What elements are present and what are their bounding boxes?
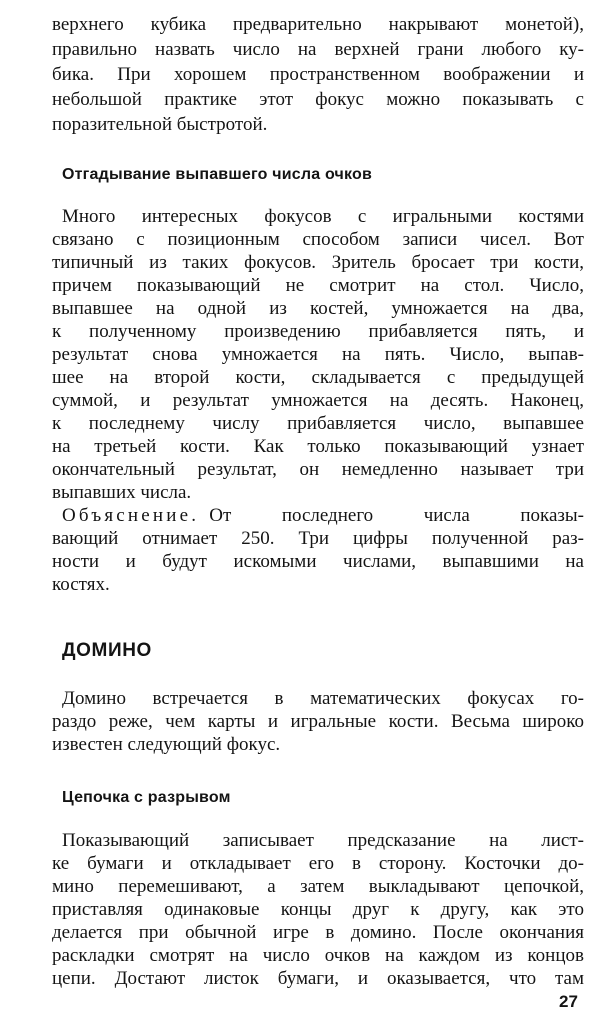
text-line: известен следующий фокус. [52, 734, 281, 755]
text-line: раскладки смотрят на число очков на каждом из концов [52, 945, 584, 966]
text-line: Показывающий записывает предсказание на лист- [62, 830, 584, 851]
text-line: верхнего кубика предварительно накрывают монетой), [52, 14, 584, 35]
text-line: вающий отнимает 250. Три цифры полученной раз- [52, 528, 584, 549]
text-line: ке бумаги и откладывает его в сторону. Косточки до- [52, 853, 584, 874]
text-line: к последнему числу прибавляется число, выпавшее [52, 413, 584, 434]
section-title-domino: ДОМИНО [62, 640, 152, 661]
text-line: костях. [52, 574, 110, 595]
text-line: делается при обычной игре в домино. После окончания [52, 922, 584, 943]
text-line: на третьей кости. Как только показывающий узнает [52, 436, 584, 457]
text-line: суммой, и результат умножается на десять. Наконец, [52, 390, 584, 411]
text-line: окончательный результат, он немедленно называет три [52, 459, 584, 480]
text-line: раздо реже, чем карты и игральные кости. Весьма широко [52, 711, 584, 732]
page-number: 27 [559, 992, 578, 1011]
text-line: причем показывающий не смотрит на стол. Число, [52, 275, 584, 296]
text-line: Домино встречается в математических фокусах го- [62, 688, 584, 709]
text-line: типичный из таких фокусов. Зритель бросает три кости, [52, 252, 584, 273]
text-line: цепи. Достают листок бумаги, и оказывается, что там [52, 968, 584, 989]
text-line: поразительной быстротой. [52, 114, 268, 135]
text-line: приставляя одинаковые концы друг к другу, как это [52, 899, 584, 920]
text-line: связано с позиционным способом записи чисел. Вот [52, 229, 584, 250]
text-line: Много интересных фокусов с игральными костями [62, 206, 584, 227]
text-line: небольшой практике этот фокус можно показывать с [52, 89, 584, 110]
text-line: выпавших числа. [52, 482, 192, 503]
subheading-guessing-dice: Отгадывание выпавшего числа очков [62, 166, 373, 183]
text-line: шее на второй кости, складывается с предыдущей [52, 367, 584, 388]
text-line: мино перемешивают, а затем выкладывают цепочкой, [52, 876, 584, 897]
subheading-broken-chain: Цепочка с разрывом [62, 789, 231, 806]
text-line: бика. При хорошем пространственном воображении и [52, 64, 584, 85]
text-fragment: От последнего числа показы- [209, 505, 584, 526]
text-line: выпавшее на одной из костей, умножается на два, [52, 298, 584, 319]
explanation-line [62, 505, 584, 527]
text-line: результат снова умножается на пять. Число, выпав- [52, 344, 584, 365]
text-line: правильно назвать число на верхней грани любого ку- [52, 39, 584, 60]
explanation-label: Объяснение. [62, 505, 200, 526]
text-line: ности и будут искомыми числами, выпавшими на [52, 551, 584, 572]
text-line: к полученному произведению прибавляется пять, и [52, 321, 584, 342]
